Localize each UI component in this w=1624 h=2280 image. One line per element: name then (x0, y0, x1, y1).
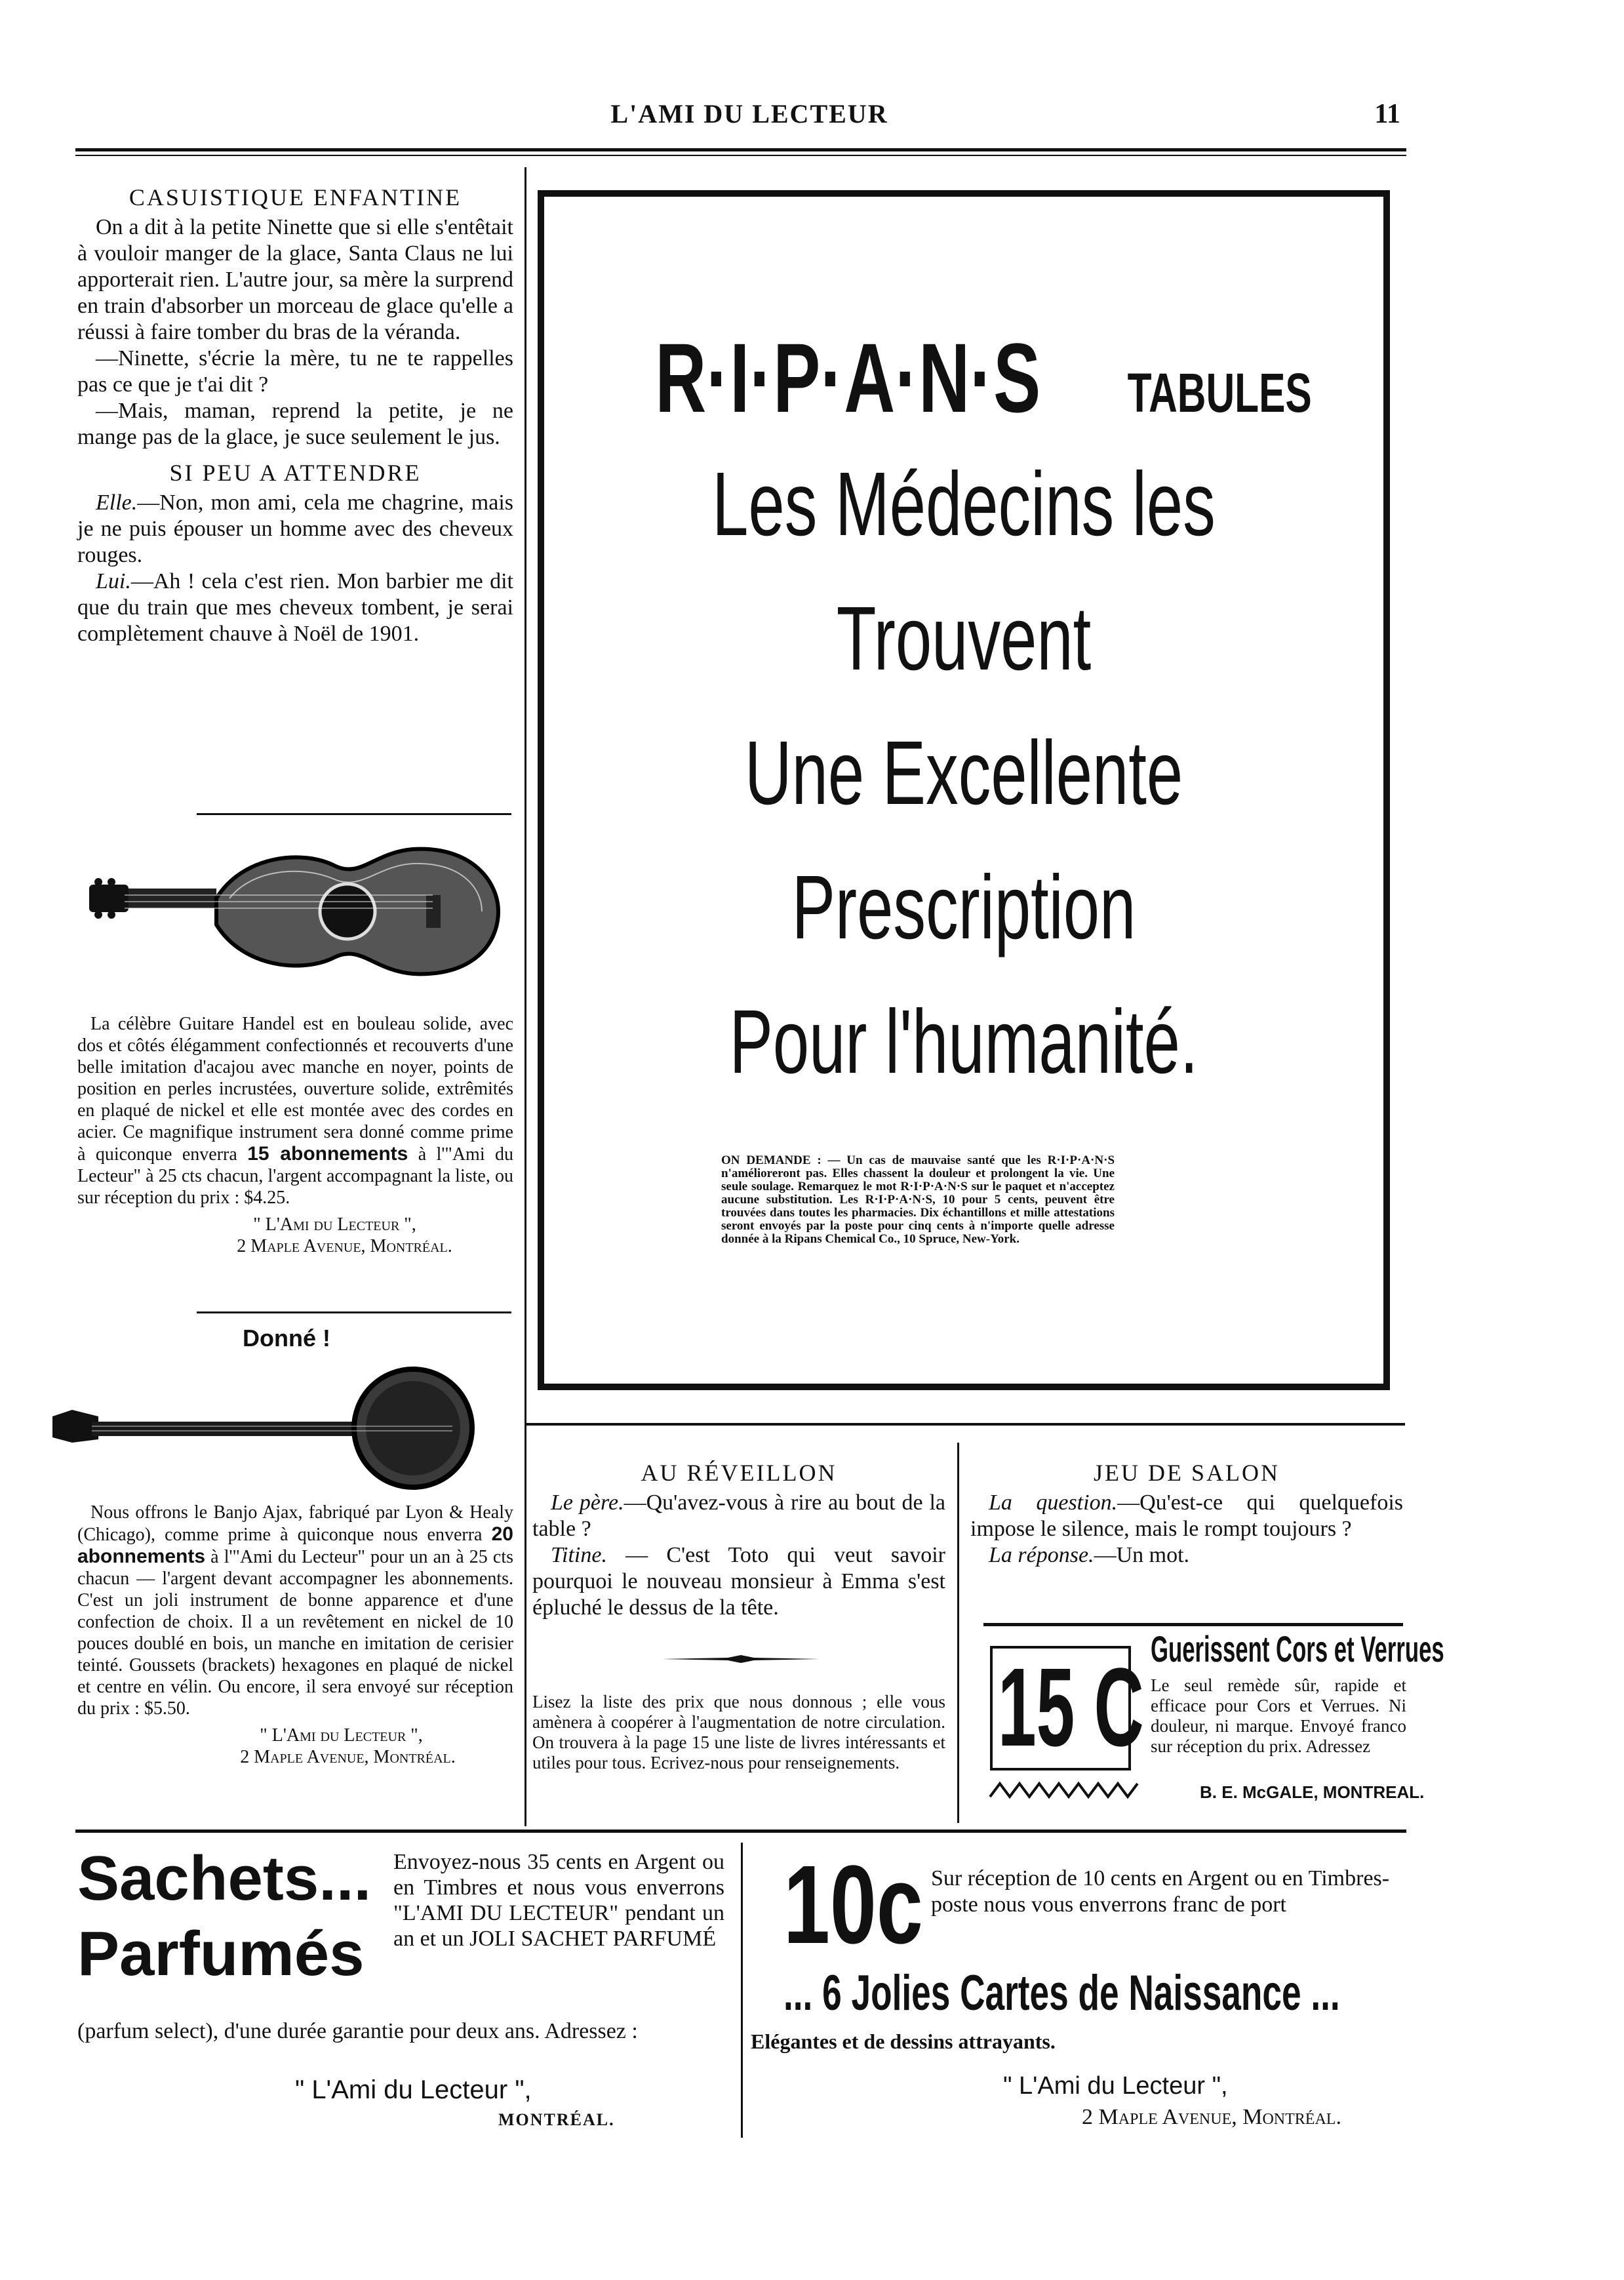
casuistique-paragraph: —Mais, maman, reprend la petite, je ne mange pas de la glace, je suce seulement le jus. (77, 399, 513, 449)
reveillon-paragraph (532, 1542, 945, 1621)
ripans-brand-line (544, 321, 1383, 435)
cors-signature: B. E. McGALE, MONTREAL. (1200, 1782, 1425, 1802)
column-divider (197, 1311, 511, 1313)
attendre-paragraph (77, 569, 513, 647)
ripans-line-3: Une Excellente (744, 723, 1183, 824)
cartes-signature: " L'Ami du Lecteur ", (1003, 2072, 1228, 2100)
guitar-illustration (85, 830, 505, 993)
cors-price-box (990, 1645, 1144, 1770)
ripans-fine-lead: ON DEMANDE : (721, 1153, 822, 1167)
cors-title-wrap (1151, 1628, 1444, 1670)
guitar-text-a: La célèbre Guitare Handel est en bouleau solide, avec dos et côtés élégamment confectionnés et recouverts d'une belle imitation d'acajou avec manche en noyer, points de position en perles incrustées, ouverture solide, extrêmités en plaqué de nickel et elle est montée avec des cordes en acier. Ce magnifique instrument sera donné comme prime à quiconque enverra (77, 1014, 513, 1165)
reveillon-article (532, 1456, 945, 1621)
ripans-line-4: Prescription (791, 857, 1136, 958)
sachets-text: Envoyez-nous 35 cents en Argent ou en Timbres et nous vous enverrons "L'AMI DU LECTEUR" pendant un an et un JOLI SACHET PARFUMÉ (393, 1850, 724, 1951)
sachets-title-1: Sachets... (77, 1843, 372, 1913)
donne-heading: Donné ! (243, 1325, 330, 1351)
column-rule (525, 167, 526, 1826)
section-rule (526, 1423, 1405, 1426)
question-label: La question. (989, 1490, 1118, 1515)
cartes-title-wrap (783, 1964, 1413, 2023)
guitar-text (77, 1013, 513, 1209)
banjo-text-b: à l'"Ami du Lecteur" pour un an à 25 cts chacun — l'argent devant accompagner les abonnements. C'est un joli instrument de bonne apparence et d'une confection de choix. Il a un revêtement en nickel de 10 pouces doublé en bois, un manche en imitation de cerisier teinté. Goussets (brackets) hexagones en plaqué de nickel et centre en vélin. Ou encore, il sera envoyé sur réception du prix : $5.50. (77, 1547, 513, 1719)
guitar-address: 2 Maple Avenue, Montréal. (237, 1236, 452, 1256)
page-number: 11 (1374, 99, 1400, 129)
banjo-illustration (46, 1364, 505, 1489)
banjo-subscriptions: 20 abonnements (77, 1523, 513, 1567)
sachets-city: MONTRÉAL. (498, 2110, 615, 2129)
banjo-address: 2 Maple Avenue, Montréal. (240, 1747, 456, 1767)
sachets-text-cont: (parfum select), d'une durée garantie pour deux ans. Adressez : (77, 2019, 638, 2043)
guitar-text-b: à l'"Ami du Lecteur" à 25 cts chacun, l'argent accompagnant la liste, ou sur réception du prix : $4.25. (77, 1144, 514, 1208)
sachets-title-2: Parfumés (77, 1919, 365, 1989)
column-rule (957, 1443, 959, 1823)
ripans-line-1: Les Médecins les (712, 454, 1216, 555)
ripans-fine-text: — Un cas de mauvaise santé que les R·I·P·A·N·S n'amélioreront pas. Elles chassent la douleur et prolongent la vie. Une seule soulage. Remarquez le mot R·I·P·A·N·S sur le paquet et n'acceptez aucune substitution. Les R·I·P·A·N·S, 10 pour 5 cents, peuvent être trouvées dans toutes les pharmacies. Dix échantillons et mille attestations seront envoyés par la poste pour cinq cents à n'importe quelle adresse donnée à la Ripans Chemical Co., 10 Spruce, New-York. (721, 1153, 1115, 1246)
bottom-section-rule (75, 1830, 1406, 1833)
ripans-advertisement (538, 190, 1390, 1390)
column-divider (197, 813, 511, 815)
reveillon-text: —Qu'avez-vous à rire au bout de la table ? (532, 1490, 945, 1541)
question-text: —Qu'est-ce qui quelquefois impose le silence, mais le rompt toujours ? (970, 1490, 1404, 1541)
cors-text: Le seul remède sûr, rapide et efficace pour Cors et Verrues. Ni douleur, ni marque. Envoyé franco sur réception du prix. Adressez (1151, 1675, 1406, 1756)
cors-rule (983, 1623, 1403, 1626)
ripans-brand: R·I·P·A·N·S (654, 323, 1040, 433)
ornament-divider (662, 1652, 820, 1666)
casuistique-title: CASUISTIQUE ENFANTINE (129, 184, 462, 210)
reveillon-title: AU RÉVEILLON (641, 1460, 837, 1486)
header-rule-thin (75, 155, 1406, 156)
attendre-title: SI PEU A ATTENDRE (169, 460, 422, 486)
cartes-price: 10c (783, 1843, 923, 1967)
banjo-description (77, 1502, 513, 1768)
banjo-text-a: Nous offrons le Banjo Ajax, fabriqué par Lyon & Healy (Chicago), comme prime à quiconque nous enverra (77, 1502, 513, 1545)
ripans-line-5: Pour l'humanité. (729, 991, 1198, 1092)
jeu-paragraph (970, 1542, 1403, 1569)
jeu-article (970, 1456, 1403, 1569)
casuistique-paragraph: —Ninette, s'écrie la mère, tu ne te rappelles pas ce que je t'ai dit ? (77, 346, 513, 397)
attendre-paragraph (77, 490, 513, 569)
speaker-titine: Titine. (551, 1543, 607, 1567)
attendre-text: —Non, mon ami, cela me chagrine, mais je ne puis épouser un homme avec des cheveux rouges. (77, 490, 513, 567)
cartes-sub: Elégantes et de dessins attrayants. (751, 2030, 1056, 2053)
header-rule (75, 148, 1406, 151)
sachets-signature: " L'Ami du Lecteur ", (295, 2075, 532, 2104)
cors-title: Guerissent Cors et Verrues (1151, 1628, 1444, 1670)
casuistique-paragraph: On a dit à la petite Ninette que si elle s'entêtait à vouloir manger de la glace, Santa Claus ne lui apporterait rien. L'autre jour, sa mère la surprend en train d'absorber un morceau de glace qu'elle a réussi à faire tomber du bras de la véranda. (77, 215, 513, 344)
cartes-title: ... 6 Jolies Cartes de Naissance ... (783, 1965, 1340, 2021)
jeu-paragraph (970, 1490, 1403, 1542)
reponse-label: La réponse. (989, 1543, 1094, 1567)
guitar-description (77, 1013, 513, 1257)
guitar-signature: " L'Ami du Lecteur ", (253, 1214, 416, 1235)
speaker-elle: Elle. (96, 490, 138, 515)
cors-price: 15 C (998, 1645, 1144, 1770)
reveillon-notice: Lisez la liste des prix que nous donnous ; elle vous amènera à coopérer à l'augmentation de notre circulation. On trouvera à la page 15 une liste de livres intéressants et utiles pour tous. Ecrivez-nous pour renseignements. (532, 1692, 945, 1772)
reveillon-text: — C'est Toto qui veut savoir pourquoi le nouveau monsieur à Emma s'est épluché le dessus de la tête. (532, 1543, 945, 1620)
speaker-pere: Le père. (551, 1490, 624, 1515)
banjo-text (77, 1502, 513, 1719)
cartes-price-wrap (783, 1843, 934, 1967)
cartes-text: Sur réception de 10 cents en Argent ou en Timbres-poste nous vous enverrons franc de port (931, 1866, 1390, 1917)
cartes-address: 2 Maple Avenue, Montréal. (1082, 2105, 1341, 2129)
ripans-fine-print (721, 1154, 1115, 1246)
reponse-text: —Un mot. (1094, 1543, 1190, 1567)
ripans-tabules: TABULES (1127, 362, 1312, 424)
attendre-text: —Ah ! cela c'est rien. Mon barbier me dit que du train que mes cheveux tombent, je serai complètement chauve à Noël de 1901. (77, 569, 513, 646)
speaker-lui: Lui. (96, 569, 131, 593)
page-header-title: L'AMI DU LECTEUR (610, 99, 888, 129)
casuistique-article (77, 180, 513, 647)
guitar-subscriptions: 15 abonnements (247, 1143, 408, 1165)
bottom-column-rule (741, 1843, 743, 2138)
jeu-title: JEU DE SALON (1094, 1460, 1280, 1486)
banjo-signature: " L'Ami du Lecteur ", (260, 1725, 423, 1746)
reveillon-paragraph (532, 1490, 945, 1542)
ripans-line-2: Trouvent (836, 588, 1092, 689)
ornament-zigzag (990, 1780, 1138, 1800)
